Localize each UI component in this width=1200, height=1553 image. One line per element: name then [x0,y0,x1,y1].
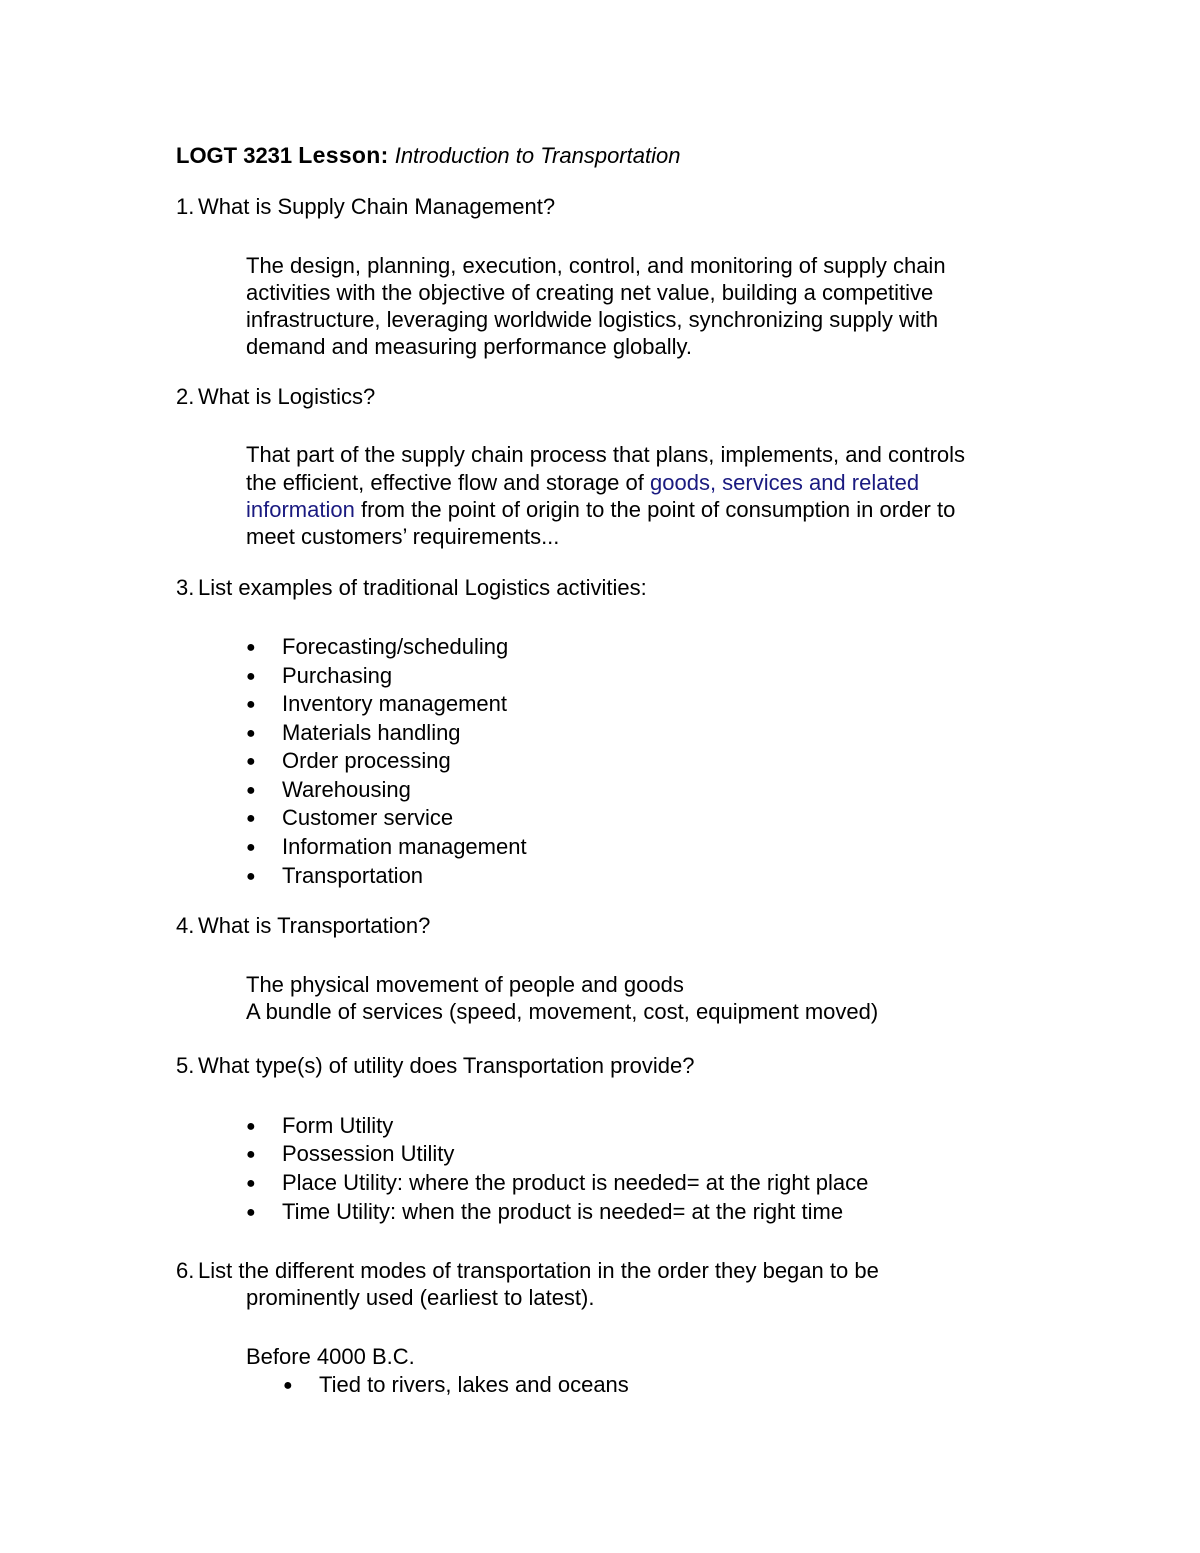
bullet-icon: ● [246,1204,256,1221]
answer-1-line: activities with the objective of creating net value, building a competitive [246,280,934,305]
question-3: 3. List examples of traditional Logistics activities: [176,575,647,600]
lesson-topic: Introduction to Transportation [394,143,681,168]
answer-1-line: The design, planning, execution, control, and monitoring of supply chain [246,253,946,278]
bullet-icon: ● [246,668,256,685]
list-item: ● Form Utility [246,1113,394,1138]
question-6: 6. List the different modes of transportation in the order they began to be [176,1258,879,1283]
question-4: 4. What is Transportation? [176,913,431,938]
lesson-label: Lesson: [298,142,389,168]
answer-2-line: the efficient, effective flow and storage of goods, services and related [246,470,920,495]
bullet-icon: ● [246,810,256,827]
bullet-icon: ● [246,725,256,742]
answer-2-line: meet customers’ requirements... [246,524,560,549]
list-item: ● Information management [246,834,527,859]
list-item: ● Tied to rivers, lakes and oceans [283,1372,629,1397]
list-item: ● Materials handling [246,720,461,745]
bullet-icon: ● [246,782,256,799]
bullet-icon: ● [246,1146,256,1163]
highlighted-text: information [246,497,355,522]
highlighted-text: goods, services and related [650,470,920,495]
course-code: LOGT 3231 [176,143,293,168]
list-item: ● Forecasting/scheduling [246,634,509,659]
answer-4-line: The physical movement of people and goods [246,972,684,997]
answer-2-line: information from the point of origin to the point of consumption in order to [246,497,956,522]
answer-1-line: demand and measuring performance globally. [246,334,692,359]
answer-1-line: infrastructure, leveraging worldwide logistics, synchronizing supply with [246,307,939,332]
list-item: ● Order processing [246,748,451,773]
bullet-icon: ● [246,1118,256,1135]
answer-4-line: A bundle of services (speed, movement, cost, equipment moved) [246,999,879,1024]
bullet-icon: ● [246,868,256,885]
bullet-icon: ● [246,753,256,770]
list-item: ● Warehousing [246,777,411,802]
list-item: ● Time Utility: when the product is needed= at the right time [246,1199,844,1224]
bullet-icon: ● [246,1175,256,1192]
question-2: 2. What is Logistics? [176,384,376,409]
question-5: 5. What type(s) of utility does Transportation provide? [176,1053,695,1078]
list-item: ● Customer service [246,805,454,830]
question-1: 1. What is Supply Chain Management? [176,194,556,219]
question-6-continued: prominently used (earliest to latest). [246,1285,595,1310]
list-item: ● Place Utility: where the product is needed= at the right place [246,1170,869,1195]
answer-2-line: That part of the supply chain process that plans, implements, and controls [246,442,966,467]
list-item: ● Purchasing [246,663,393,688]
bullet-icon: ● [246,839,256,856]
list-item: ● Transportation [246,863,424,888]
page-title [176,142,680,169]
bullet-icon: ● [246,639,256,656]
bullet-icon: ● [283,1377,293,1394]
bullet-icon: ● [246,696,256,713]
era-heading: Before 4000 B.C. [246,1344,415,1369]
list-item: ● Possession Utility [246,1141,455,1166]
list-item: ● Inventory management [246,691,508,716]
